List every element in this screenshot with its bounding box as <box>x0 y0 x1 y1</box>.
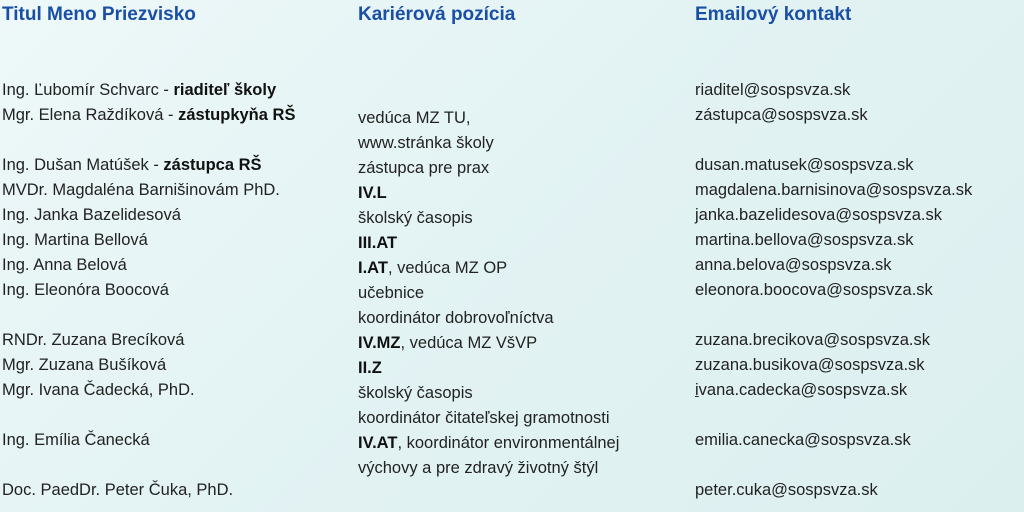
position-text: učebnice <box>358 284 425 302</box>
staff-name: Ing. Anna Belová <box>2 256 127 274</box>
staff-name: Ing. Emília Čanecká <box>2 431 150 449</box>
class-label: IV.AT <box>358 434 398 452</box>
staff-name: Mgr. Ivana Čadecká, PhD. <box>2 381 195 399</box>
staff-name-row <box>2 79 276 101</box>
email-address: eleonora.boocova@sospsvza.sk <box>695 281 933 299</box>
staff-name: Ing. Martina Bellová <box>2 231 148 249</box>
staff-name: Ing. Janka Bazelidesová <box>2 206 181 224</box>
position-text: vedúca MZ TU, <box>358 109 471 127</box>
email-column-header: Emailový kontakt <box>695 4 852 25</box>
class-label: IV.MZ <box>358 334 401 352</box>
staff-role: zástupkyňa RŠ <box>178 106 296 124</box>
email-address: emilia.canecka@sospsvza.sk <box>695 431 911 449</box>
position-text: školský časopis <box>358 384 473 402</box>
name-column-header: Titul Meno Priezvisko <box>2 4 196 25</box>
staff-name: Ing. Eleonóra Boocová <box>2 281 169 299</box>
position-text: koordinátor dobrovoľníctva <box>358 309 554 327</box>
position-row <box>358 257 507 279</box>
class-label: III.AT <box>358 234 398 252</box>
position-text: školský časopis <box>358 209 473 227</box>
position-row <box>358 332 537 354</box>
email-address: peter.cuka@sospsvza.sk <box>695 481 878 499</box>
email-address: janka.bazelidesova@sospsvza.sk <box>695 206 942 224</box>
position-text: www.stránka školy <box>358 134 494 152</box>
staff-name: MVDr. Magdaléna Barnišinovám PhD. <box>2 181 280 199</box>
staff-name: Mgr. Zuzana Bušíková <box>2 356 167 374</box>
email-address: martina.bellova@sospsvza.sk <box>695 231 914 249</box>
position-text: , koordinátor environmentálnej <box>397 434 620 452</box>
staff-name: Ing. Dušan Matúšek - <box>2 156 164 174</box>
position-text: zástupca pre prax <box>358 159 490 177</box>
staff-role: zástupca RŠ <box>163 156 262 174</box>
position-column-header: Kariérová pozícia <box>358 4 516 25</box>
email-address: anna.belova@sospsvza.sk <box>695 256 892 274</box>
position-text: , vedúca MZ VšVP <box>400 334 538 352</box>
staff-role: riaditeľ školy <box>173 81 277 99</box>
email-address: magdalena.barnisinova@sospsvza.sk <box>695 181 973 199</box>
staff-name: Doc. PaedDr. Peter Čuka, PhD. <box>2 481 234 499</box>
class-label: IV.L <box>358 184 387 202</box>
position-text: výchovy a pre zdravý životný štýl <box>358 459 599 477</box>
staff-name: Mgr. Elena Raždíková - <box>2 106 179 124</box>
email-address: zuzana.brecikova@sospsvza.sk <box>695 331 931 349</box>
email-address: dusan.matusek@sospsvza.sk <box>695 156 914 174</box>
position-row <box>358 432 619 454</box>
staff-name: RNDr. Zuzana Brecíková <box>2 331 185 349</box>
class-label: II.Z <box>358 359 382 377</box>
email-address: zástupca@sospsvza.sk <box>695 106 868 124</box>
staff-name-row <box>2 154 262 176</box>
email-address: riaditel@sospsvza.sk <box>695 81 851 99</box>
email-address: zuzana.busikova@sospsvza.sk <box>695 356 925 374</box>
class-label: I.AT <box>358 259 388 277</box>
position-text: , vedúca MZ OP <box>387 259 508 277</box>
position-text: koordinátor čitateľskej gramotnosti <box>358 409 610 427</box>
staff-name-row <box>2 104 295 126</box>
staff-name: Ing. Ľubomír Schvarc - <box>2 81 174 99</box>
email-address: ivana.cadecka@sospsvza.sk <box>695 381 908 399</box>
